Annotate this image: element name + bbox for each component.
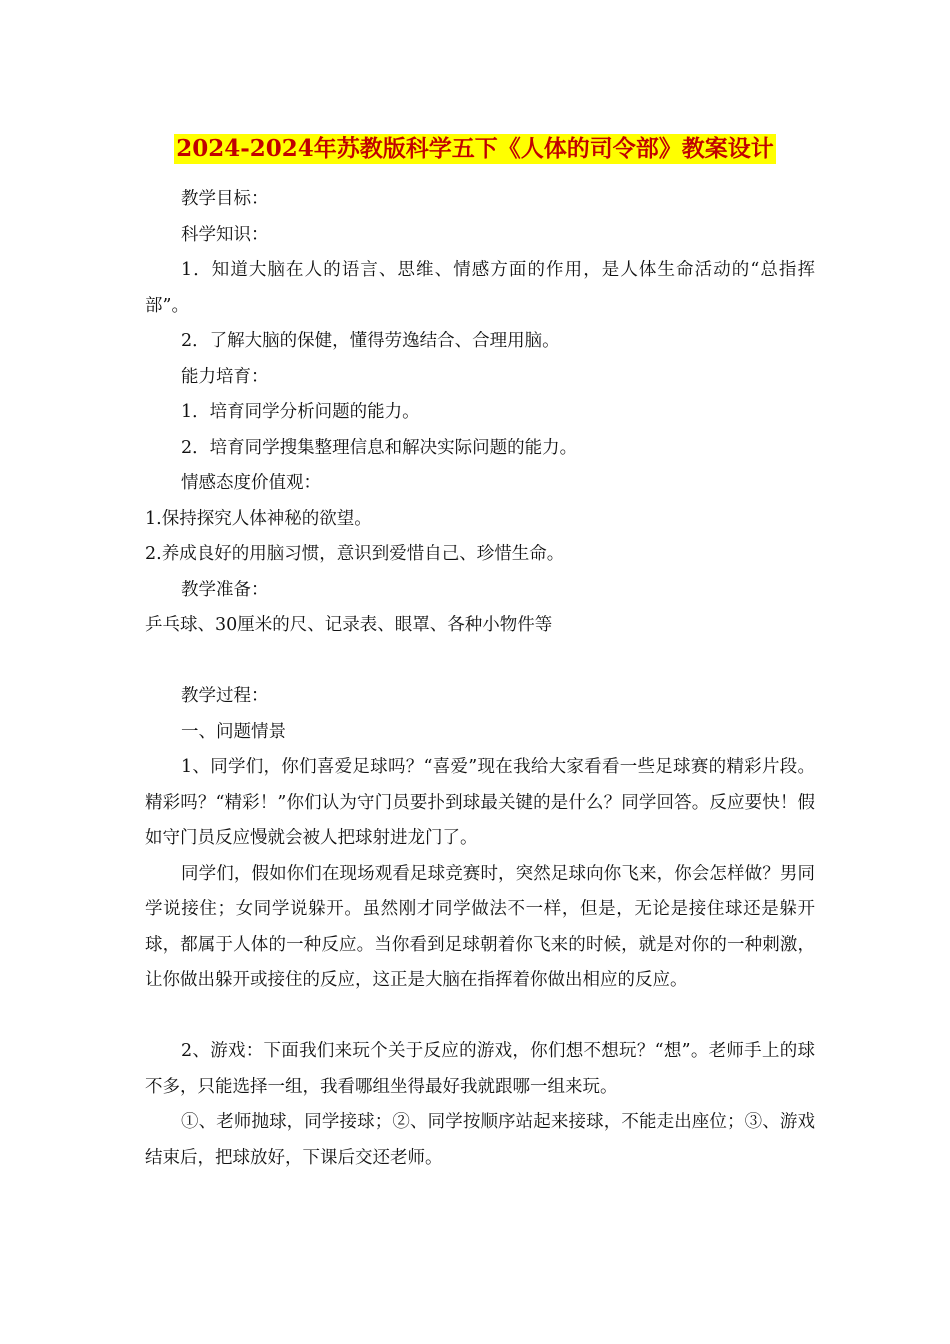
ability-item-1: 1．培育同学分析问题的能力。 [181,402,420,422]
heading-preparation: 教学准备： [181,579,269,600]
process-paragraph-2: 同学们，假如你们在现场观看足球竞赛时，突然足球向你飞来，你会怎样做？男同学说接住；女同学说躲开。虽然刚才同学做法不一样，但是，无论是接住球还是躲开球，都属于人体的一种反应。当你看到足球朝着你飞来的时候，就是对你的一种刺激，让你做出躲开或接住的反应，这正是大脑在指挥着你做出相应的反应。 [145,863,815,990]
heading-teaching-process: 教学过程： [181,686,269,706]
process-paragraph-game: 2、游戏：下面我们来玩个关于反应的游戏，你们想不想玩？“想”。老师手上的球不多，只能选择一组，我看哪组坐得最好我就跟哪一组来玩。 [145,1041,815,1097]
ability-item-2: 2．培育同学搜集整理信息和解决实际问题的能力。 [181,437,578,458]
heading-problem-scenario: 一、问题情景 [181,721,286,742]
process-paragraph-rules: ①、老师抛球，同学接球；②、同学按顺序站起来接球，不能走出座位；③、游戏结束后，把球放好，下课后交还老师。 [145,1112,815,1168]
title-container [0,134,950,164]
heading-emotion-values: 情感态度价值观： [181,473,321,493]
knowledge-item-1: 1．知道大脑在人的语言、思维、情感方面的作用，是人体生命活动的“总指挥部”。 [145,260,815,316]
heading-teaching-goals: 教学目标： [181,189,269,209]
emotion-item-1: 1.保持探究人体神秘的欲望。 [145,508,372,529]
process-paragraph-1: 1、同学们，你们喜爱足球吗？“喜爱”现在我给大家看看一些足球赛的精彩片段。精彩吗？“精彩！”你们认为守门员要扑到球最关键的是什么？同学回答。反应要快！假如守门员反应慢就会被人把球射进龙门了。 [145,757,815,848]
blank-line [145,999,815,1035]
heading-science-knowledge: 科学知识： [181,224,269,245]
blank-line [145,644,815,680]
knowledge-item-2: 2．了解大脑的保健，懂得劳逸结合、合理用脑。 [181,331,560,351]
emotion-item-2: 2.养成良好的用脑习惯，意识到爱惜自己、珍惜生命。 [145,544,565,564]
document-title: 2024-2024年苏教版科学五下《人体的司令部》教案设计 [176,135,774,162]
document-body [145,182,815,1176]
heading-ability: 能力培育： [181,366,269,387]
preparation-materials: 乒乓球、30厘米的尺、记录表、眼罩、各种小物件等 [145,615,553,635]
